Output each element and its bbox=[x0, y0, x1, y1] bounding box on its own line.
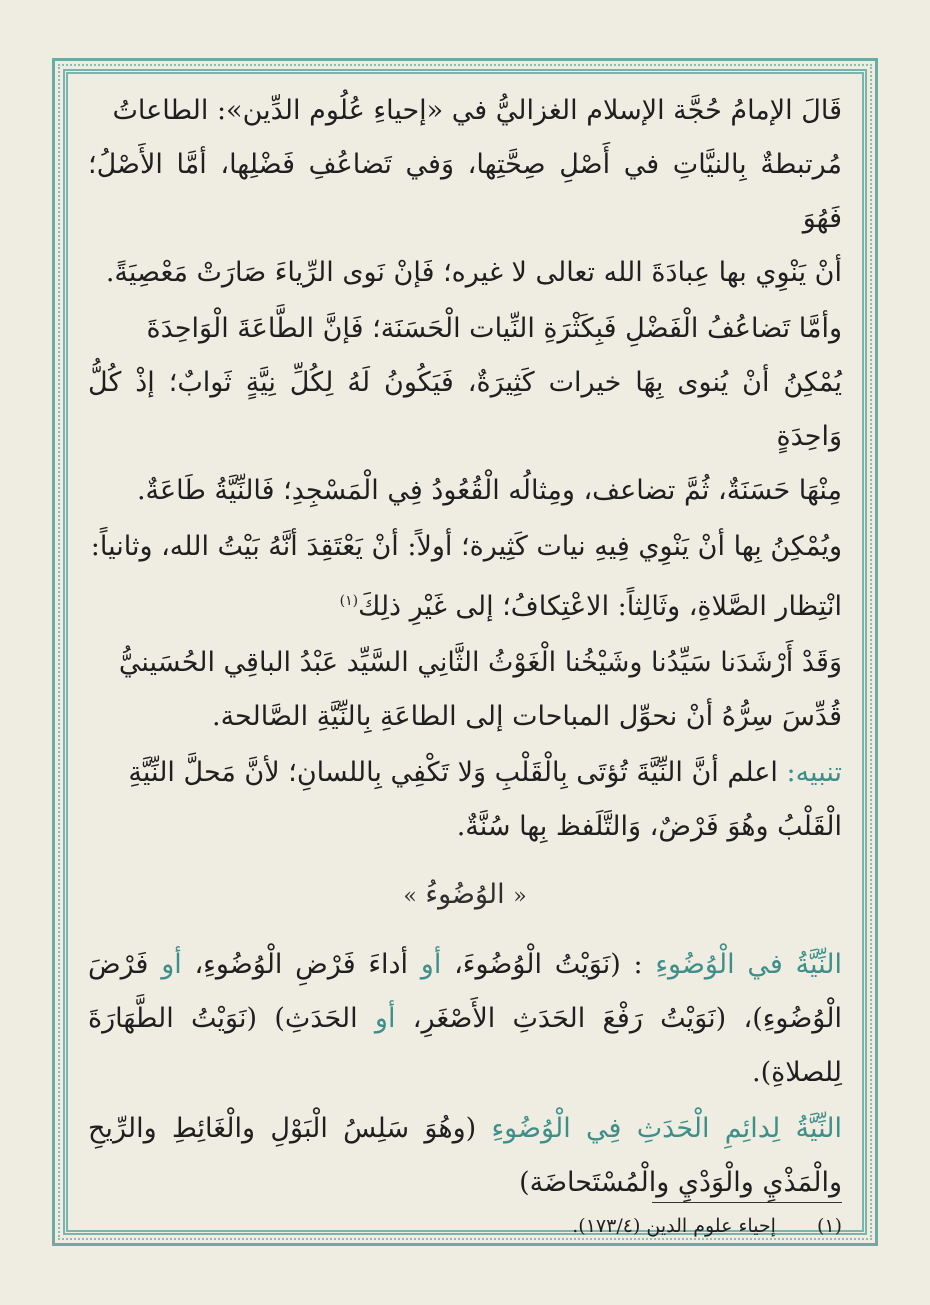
text-line: قَالَ الإمامُ حُجَّة الإسلام الغزاليُّ في «إحياءِ عُلُوم الدِّين»: الطاعاتُ bbox=[112, 95, 842, 126]
section-heading bbox=[88, 868, 842, 924]
footnote bbox=[88, 1212, 842, 1240]
text-run: : (نَوَيْتُ الْوُضُوءَ، bbox=[441, 949, 656, 980]
text-line: اعلم أنَّ النِّيَّةَ تُؤتَى بِالْقَلْبِ وَلا تَكْفِي بِاللسانِ؛ لأنَّ مَحلَّ النِّيَّةِ bbox=[128, 757, 787, 788]
footnote-number: (١) bbox=[816, 1215, 842, 1237]
notice-label: تنبيه: bbox=[786, 757, 842, 788]
paragraph-notice bbox=[88, 746, 842, 854]
text-line: انْتِظار الصَّلاةِ، وثَالِثاً: الاعْتِكافُ؛ إلى غَيْرِ ذلِكَ bbox=[358, 591, 842, 622]
text-line: وَقَدْ أَرْشَدَنا سَيِّدُنا وشَيْخُنا الْغَوْثُ الثَّانِي السَّيِّد عَبْدُ الباقِي الحُسَينيُّ bbox=[118, 647, 842, 678]
heading-ornament-right: « bbox=[513, 884, 527, 909]
paragraph-shaykh bbox=[88, 636, 842, 744]
paragraph-wudu-niyyah bbox=[88, 938, 842, 1100]
or-word: أو bbox=[161, 949, 182, 980]
text-line: يُمْكِنُ أنْ يُنوى بِهَا خيرات كَثِيرَةٌ، فَيَكُونُ لَهُ لِكُلِّ نِيَّةٍ ثَوابٌ؛ إذْ كُلُّ وَاحِدَةٍ bbox=[88, 367, 842, 452]
text-line: مُرتبطةٌ بِالنيَّاتِ في أَصْلِ صِحَّتِها، وَفي تَضاعُفِ فَضْلِها، أمَّا الأَصْلُ؛ فَهُوَ bbox=[88, 149, 842, 234]
or-word: أو bbox=[374, 1003, 396, 1034]
paragraph-daim-hadath bbox=[88, 1102, 842, 1210]
text-line: وأمَّا تَضاعُفُ الْفَضْلِ فَبِكَثْرَةِ النِّيات الْحَسَنَة؛ فَإنَّ الطَّاعَةَ الْوَاحِدَةَ bbox=[146, 313, 842, 344]
section-title: الوُضُوءُ bbox=[425, 879, 505, 910]
text-line: قُدِّسَ سِرُّهُ أنْ نحوِّل المباحات إلى الطاعَةِ بِالنِّيَّةِ الصَّالحة. bbox=[212, 701, 842, 732]
wudu-niyyah-label: النِّيَّةُ في الْوُضُوءِ bbox=[655, 949, 842, 980]
text-run: الحَدَثِ) (نَوَيْتُ الطَّهَارَةَ لِلصلاةِ). bbox=[88, 1003, 842, 1088]
page-content bbox=[88, 84, 842, 1237]
or-word: أو bbox=[420, 949, 442, 980]
footnote-divider bbox=[652, 1202, 842, 1203]
text-line: أنْ يَنْوِي بها عِبادَةَ الله تعالى لا غيره؛ فَإنْ نَوى الرِّياءَ صَارَتْ مَعْصِيَةً. bbox=[105, 257, 842, 288]
paragraph-masjid-niyyat bbox=[88, 520, 842, 634]
text-run: فَرْضَ الْوُضُوءِ)، (نَوَيْتُ رَفْعَ الحَدَثِ الأَصْغَرِ، bbox=[88, 949, 842, 1034]
text-line: ويُمْكِنُ بِها أنْ يَنْوِي فِيهِ نيات كَثِيرة؛ أولاً: أنْ يَعْتَقِدَ أنَّهُ بَيْتُ الله، وثانياً: bbox=[90, 531, 842, 562]
text-line: مِنْهَا حَسَنَةٌ، ثُمَّ تضاعف، ومِثالُه الْقُعُودُ فِي الْمَسْجِدِ؛ فَالنِّيَّةُ طَاعَةٌ. bbox=[136, 475, 842, 506]
heading-ornament-left: » bbox=[403, 884, 417, 909]
footnote-text: إحياء علوم الدين (١٧٣/٤). bbox=[572, 1215, 776, 1237]
daim-hadath-label: النِّيَّةُ لِدائِمِ الْحَدَثِ فِي الْوُضُوءِ bbox=[491, 1113, 842, 1144]
paragraph-ghazali bbox=[88, 84, 842, 300]
text-line: الْقَلْبُ وهُوَ فَرْضٌ، وَالتَّلَفظ بِها سُنَّةٌ. bbox=[456, 811, 842, 842]
paragraph-fadl bbox=[88, 302, 842, 518]
text-run: أداءَ فَرْضِ الْوُضُوءِ، bbox=[181, 949, 421, 980]
text-run: (وهُوَ سَلِسُ الْبَوْلِ والْغَائِطِ والرِّيحِ والْمَذْيِ والْوَدْيِ والْمُسْتَحاضَة) bbox=[88, 1113, 842, 1198]
footnote-ref: (١) bbox=[339, 593, 359, 609]
